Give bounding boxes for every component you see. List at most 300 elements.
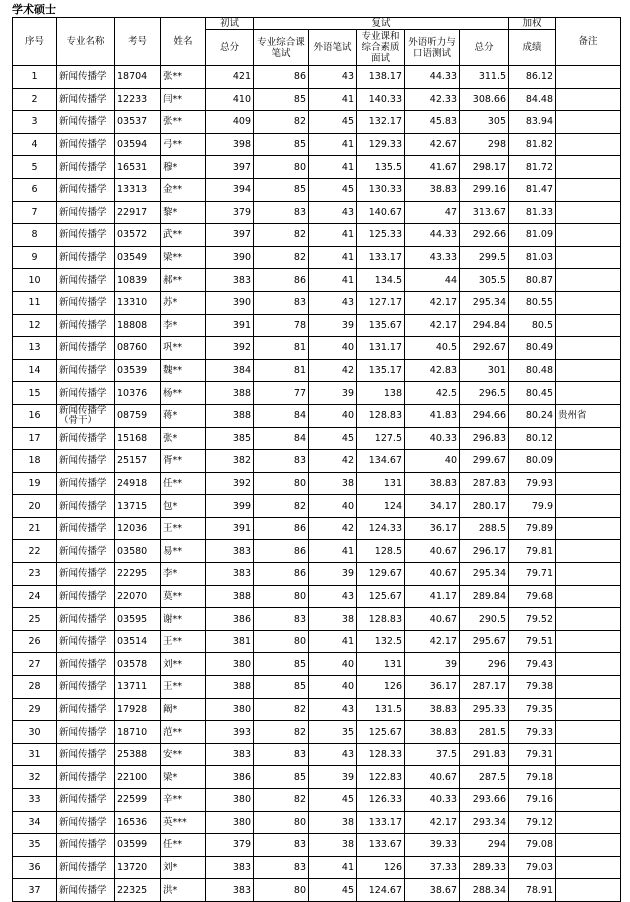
table-row: [13, 359, 621, 382]
cell-retest-total: 287.5: [460, 766, 509, 789]
header-initial: 初试: [206, 18, 254, 30]
cell-retest-total: 289.84: [460, 585, 509, 608]
cell-weighted: 86.12: [509, 66, 556, 89]
cell-retest-written: 80: [254, 811, 309, 834]
cell-name: 任**: [161, 472, 206, 495]
cell-exam-no: 15168: [115, 427, 161, 450]
cell-name: 闫**: [161, 88, 206, 111]
cell-retest-listening: 38.83: [405, 721, 460, 744]
cell-retest-interview: 124.33: [357, 517, 405, 540]
cell-weighted: 81.33: [509, 201, 556, 224]
cell-exam-no: 03599: [115, 834, 161, 857]
cell-index: 12: [13, 314, 57, 337]
cell-retest-foreign-written: 39: [309, 314, 357, 337]
cell-initial-total: 399: [206, 495, 254, 518]
cell-retest-total: 288.34: [460, 879, 509, 902]
cell-remarks: [556, 427, 621, 450]
cell-retest-foreign-written: 39: [309, 563, 357, 586]
cell-retest-foreign-written: 38: [309, 472, 357, 495]
cell-retest-foreign-written: 41: [309, 246, 357, 269]
cell-retest-total: 296.5: [460, 382, 509, 405]
cell-retest-interview: 134.67: [357, 450, 405, 473]
cell-exam-no: 13310: [115, 291, 161, 314]
cell-initial-total: 380: [206, 789, 254, 812]
cell-major: 新闻传播学: [57, 472, 115, 495]
cell-remarks: [556, 811, 621, 834]
cell-retest-foreign-written: 43: [309, 698, 357, 721]
cell-weighted: 79.12: [509, 811, 556, 834]
cell-retest-listening: 47: [405, 201, 460, 224]
cell-index: 15: [13, 382, 57, 405]
cell-retest-written: 85: [254, 653, 309, 676]
cell-retest-written: 83: [254, 291, 309, 314]
cell-name: 辛**: [161, 789, 206, 812]
cell-weighted: 79.9: [509, 495, 556, 518]
table-row: [13, 314, 621, 337]
cell-retest-foreign-written: 45: [309, 111, 357, 134]
score-table: [12, 17, 621, 902]
cell-index: 20: [13, 495, 57, 518]
cell-index: 11: [13, 291, 57, 314]
cell-initial-total: 386: [206, 608, 254, 631]
cell-exam-no: 22070: [115, 585, 161, 608]
cell-retest-total: 295.67: [460, 630, 509, 653]
cell-retest-written: 86: [254, 66, 309, 89]
cell-major: 新闻传播学: [57, 856, 115, 879]
cell-retest-listening: 42.17: [405, 630, 460, 653]
cell-retest-interview: 122.83: [357, 766, 405, 789]
cell-retest-foreign-written: 41: [309, 540, 357, 563]
cell-major: 新闻传播学: [57, 427, 115, 450]
cell-name: 黎*: [161, 201, 206, 224]
cell-retest-interview: 133.67: [357, 834, 405, 857]
cell-major: 新闻传播学: [57, 608, 115, 631]
cell-remarks: [556, 540, 621, 563]
cell-exam-no: 22100: [115, 766, 161, 789]
cell-remarks: [556, 608, 621, 631]
cell-retest-interview: 138: [357, 382, 405, 405]
cell-initial-total: 379: [206, 201, 254, 224]
cell-exam-no: 25157: [115, 450, 161, 473]
cell-initial-total: 381: [206, 630, 254, 653]
cell-major: 新闻传播学: [57, 517, 115, 540]
cell-retest-foreign-written: 43: [309, 201, 357, 224]
header-retest-written: 专业综合课笔试: [254, 30, 309, 66]
cell-initial-total: 380: [206, 698, 254, 721]
cell-retest-interview: 130.33: [357, 178, 405, 201]
cell-major: 新闻传播学: [57, 811, 115, 834]
cell-initial-total: 409: [206, 111, 254, 134]
cell-index: 25: [13, 608, 57, 631]
cell-retest-written: 82: [254, 224, 309, 247]
cell-retest-listening: 34.17: [405, 495, 460, 518]
cell-retest-foreign-written: 45: [309, 427, 357, 450]
cell-remarks: [556, 879, 621, 902]
cell-retest-listening: 44.33: [405, 224, 460, 247]
table-row: [13, 201, 621, 224]
cell-exam-no: 18808: [115, 314, 161, 337]
cell-major: 新闻传播学: [57, 178, 115, 201]
table-row: [13, 133, 621, 156]
cell-name: 苏*: [161, 291, 206, 314]
cell-retest-written: 83: [254, 450, 309, 473]
cell-retest-interview: 134.5: [357, 269, 405, 292]
cell-weighted: 79.18: [509, 766, 556, 789]
cell-major: 新闻传播学: [57, 291, 115, 314]
cell-exam-no: 03537: [115, 111, 161, 134]
cell-retest-written: 83: [254, 856, 309, 879]
cell-retest-listening: 45.83: [405, 111, 460, 134]
cell-retest-listening: 37.5: [405, 743, 460, 766]
cell-index: 23: [13, 563, 57, 586]
cell-initial-total: 379: [206, 834, 254, 857]
cell-weighted: 81.03: [509, 246, 556, 269]
cell-retest-listening: 42.5: [405, 382, 460, 405]
cell-remarks: [556, 359, 621, 382]
cell-retest-total: 294.84: [460, 314, 509, 337]
cell-retest-written: 82: [254, 111, 309, 134]
cell-retest-written: 82: [254, 789, 309, 812]
cell-initial-total: 391: [206, 314, 254, 337]
cell-retest-interview: 128.83: [357, 608, 405, 631]
cell-retest-total: 308.66: [460, 88, 509, 111]
cell-initial-total: 383: [206, 879, 254, 902]
cell-index: 29: [13, 698, 57, 721]
cell-initial-total: 384: [206, 359, 254, 382]
cell-exam-no: 08760: [115, 337, 161, 360]
cell-initial-total: 386: [206, 766, 254, 789]
cell-index: 19: [13, 472, 57, 495]
table-row: [13, 291, 621, 314]
cell-initial-total: 388: [206, 676, 254, 699]
cell-weighted: 79.52: [509, 608, 556, 631]
cell-name: 谢**: [161, 608, 206, 631]
cell-exam-no: 13720: [115, 856, 161, 879]
cell-initial-total: 388: [206, 382, 254, 405]
cell-retest-total: 305: [460, 111, 509, 134]
cell-weighted: 81.72: [509, 156, 556, 179]
cell-remarks: [556, 111, 621, 134]
cell-remarks: [556, 721, 621, 744]
cell-initial-total: 383: [206, 743, 254, 766]
cell-retest-written: 81: [254, 337, 309, 360]
table-row: [13, 585, 621, 608]
cell-retest-listening: 44.33: [405, 66, 460, 89]
cell-weighted: 81.09: [509, 224, 556, 247]
cell-retest-interview: 133.17: [357, 811, 405, 834]
cell-retest-interview: 131.5: [357, 698, 405, 721]
cell-retest-written: 80: [254, 472, 309, 495]
cell-exam-no: 03595: [115, 608, 161, 631]
header-retest-total: 总分: [460, 30, 509, 66]
table-row: [13, 495, 621, 518]
cell-index: 10: [13, 269, 57, 292]
cell-weighted: 81.47: [509, 178, 556, 201]
cell-initial-total: 397: [206, 156, 254, 179]
cell-exam-no: 10839: [115, 269, 161, 292]
cell-retest-written: 82: [254, 495, 309, 518]
cell-retest-total: 292.66: [460, 224, 509, 247]
cell-weighted: 79.38: [509, 676, 556, 699]
cell-name: 穆*: [161, 156, 206, 179]
cell-retest-listening: 42.67: [405, 133, 460, 156]
cell-weighted: 80.12: [509, 427, 556, 450]
table-body: [13, 66, 621, 902]
cell-name: 任**: [161, 834, 206, 857]
cell-weighted: 80.87: [509, 269, 556, 292]
cell-index: 5: [13, 156, 57, 179]
cell-retest-written: 84: [254, 427, 309, 450]
cell-index: 31: [13, 743, 57, 766]
cell-weighted: 80.55: [509, 291, 556, 314]
cell-exam-no: 22325: [115, 879, 161, 902]
cell-retest-foreign-written: 45: [309, 178, 357, 201]
cell-major: 新闻传播学: [57, 789, 115, 812]
table-row: [13, 450, 621, 473]
cell-major: 新闻传播学: [57, 834, 115, 857]
cell-initial-total: 385: [206, 427, 254, 450]
cell-remarks: [556, 495, 621, 518]
cell-name: 巩**: [161, 337, 206, 360]
cell-retest-total: 289.33: [460, 856, 509, 879]
cell-index: 21: [13, 517, 57, 540]
cell-name: 范**: [161, 721, 206, 744]
cell-retest-total: 292.67: [460, 337, 509, 360]
cell-remarks: [556, 653, 621, 676]
cell-retest-written: 86: [254, 540, 309, 563]
cell-retest-written: 80: [254, 585, 309, 608]
cell-remarks: [556, 563, 621, 586]
cell-retest-written: 86: [254, 517, 309, 540]
cell-index: 1: [13, 66, 57, 89]
table-row: [13, 563, 621, 586]
cell-major: 新闻传播学: [57, 156, 115, 179]
cell-retest-interview: 131: [357, 653, 405, 676]
cell-retest-foreign-written: 40: [309, 653, 357, 676]
header-retest-foreign-written: 外语笔试: [309, 30, 357, 66]
cell-retest-interview: 125.67: [357, 585, 405, 608]
cell-index: 37: [13, 879, 57, 902]
table-row: [13, 88, 621, 111]
cell-retest-interview: 128.33: [357, 743, 405, 766]
cell-retest-foreign-written: 40: [309, 337, 357, 360]
cell-initial-total: 397: [206, 224, 254, 247]
cell-major: 新闻传播学: [57, 653, 115, 676]
cell-retest-listening: 40.33: [405, 427, 460, 450]
cell-retest-interview: 131: [357, 472, 405, 495]
header-retest-interview: 专业课和综合素质面试: [357, 30, 405, 66]
cell-retest-interview: 125.33: [357, 224, 405, 247]
cell-weighted: 80.5: [509, 314, 556, 337]
page-title: 学术硕士: [12, 3, 56, 16]
cell-retest-listening: 40.67: [405, 563, 460, 586]
cell-major: 新闻传播学: [57, 382, 115, 405]
cell-initial-total: 392: [206, 472, 254, 495]
cell-retest-interview: 128.5: [357, 540, 405, 563]
cell-retest-total: 287.83: [460, 472, 509, 495]
cell-retest-listening: 40.67: [405, 608, 460, 631]
cell-major: 新闻传播学: [57, 743, 115, 766]
cell-remarks: [556, 178, 621, 201]
cell-major: 新闻传播学: [57, 698, 115, 721]
table-row: [13, 66, 621, 89]
cell-name: 武**: [161, 224, 206, 247]
cell-retest-written: 84: [254, 404, 309, 427]
cell-initial-total: 383: [206, 540, 254, 563]
cell-index: 36: [13, 856, 57, 879]
cell-retest-foreign-written: 41: [309, 88, 357, 111]
cell-retest-foreign-written: 35: [309, 721, 357, 744]
cell-retest-interview: 138.17: [357, 66, 405, 89]
cell-name: 金**: [161, 178, 206, 201]
cell-name: 胥**: [161, 450, 206, 473]
table-row: [13, 178, 621, 201]
cell-retest-interview: 129.67: [357, 563, 405, 586]
cell-weighted: 79.89: [509, 517, 556, 540]
table-row: [13, 766, 621, 789]
cell-exam-no: 16531: [115, 156, 161, 179]
cell-initial-total: 383: [206, 856, 254, 879]
cell-initial-total: 388: [206, 404, 254, 427]
cell-retest-foreign-written: 41: [309, 224, 357, 247]
cell-major: 新闻传播学: [57, 585, 115, 608]
table-row: [13, 698, 621, 721]
cell-exam-no: 17928: [115, 698, 161, 721]
cell-major: 新闻传播学: [57, 540, 115, 563]
cell-exam-no: 03514: [115, 630, 161, 653]
cell-major: 新闻传播学: [57, 88, 115, 111]
cell-retest-total: 294.66: [460, 404, 509, 427]
cell-remarks: [556, 201, 621, 224]
cell-retest-foreign-written: 41: [309, 630, 357, 653]
cell-exam-no: 18704: [115, 66, 161, 89]
cell-retest-foreign-written: 42: [309, 359, 357, 382]
cell-remarks: [556, 66, 621, 89]
cell-weighted: 78.91: [509, 879, 556, 902]
cell-name: 梁*: [161, 766, 206, 789]
cell-weighted: 81.82: [509, 133, 556, 156]
cell-exam-no: 03594: [115, 133, 161, 156]
cell-exam-no: 24918: [115, 472, 161, 495]
cell-weighted: 80.45: [509, 382, 556, 405]
cell-name: 刘*: [161, 856, 206, 879]
table-row: [13, 472, 621, 495]
cell-initial-total: 390: [206, 246, 254, 269]
cell-retest-interview: 135.17: [357, 359, 405, 382]
cell-major: 新闻传播学: [57, 224, 115, 247]
cell-retest-written: 85: [254, 88, 309, 111]
cell-retest-interview: 126: [357, 856, 405, 879]
cell-retest-written: 80: [254, 630, 309, 653]
cell-name: 李*: [161, 314, 206, 337]
cell-major: 新闻传播学: [57, 630, 115, 653]
table-row: [13, 246, 621, 269]
cell-retest-total: 287.17: [460, 676, 509, 699]
cell-index: 27: [13, 653, 57, 676]
cell-retest-interview: 127.17: [357, 291, 405, 314]
cell-retest-total: 296.17: [460, 540, 509, 563]
cell-major: 新闻传播学: [57, 269, 115, 292]
cell-retest-interview: 132.5: [357, 630, 405, 653]
cell-weighted: 83.94: [509, 111, 556, 134]
cell-retest-interview: 131.17: [357, 337, 405, 360]
cell-retest-total: 293.66: [460, 789, 509, 812]
cell-remarks: [556, 88, 621, 111]
cell-index: 2: [13, 88, 57, 111]
cell-major: 新闻传播学: [57, 111, 115, 134]
header-exam-no: 考号: [115, 18, 161, 66]
cell-retest-foreign-written: 45: [309, 789, 357, 812]
cell-retest-listening: 41.83: [405, 404, 460, 427]
cell-remarks: 贵州省: [556, 404, 621, 427]
cell-remarks: [556, 269, 621, 292]
table-row: [13, 337, 621, 360]
cell-retest-listening: 40.5: [405, 337, 460, 360]
cell-retest-interview: 126.33: [357, 789, 405, 812]
cell-retest-listening: 36.17: [405, 676, 460, 699]
cell-retest-written: 86: [254, 269, 309, 292]
cell-weighted: 79.51: [509, 630, 556, 653]
cell-name: 杨**: [161, 382, 206, 405]
cell-retest-listening: 38.83: [405, 698, 460, 721]
cell-index: 16: [13, 404, 57, 427]
cell-retest-interview: 132.17: [357, 111, 405, 134]
cell-initial-total: 421: [206, 66, 254, 89]
cell-remarks: [556, 382, 621, 405]
cell-retest-total: 299.16: [460, 178, 509, 201]
cell-major: 新闻传播学: [57, 495, 115, 518]
cell-weighted: 80.48: [509, 359, 556, 382]
cell-retest-written: 82: [254, 698, 309, 721]
cell-retest-foreign-written: 43: [309, 66, 357, 89]
cell-retest-total: 295.33: [460, 698, 509, 721]
table-row: [13, 834, 621, 857]
cell-index: 26: [13, 630, 57, 653]
cell-name: 张**: [161, 66, 206, 89]
header-retest: 复试: [254, 18, 509, 30]
cell-remarks: [556, 472, 621, 495]
cell-retest-listening: 39: [405, 653, 460, 676]
cell-name: 包*: [161, 495, 206, 518]
table-row: [13, 224, 621, 247]
cell-retest-listening: 42.17: [405, 314, 460, 337]
cell-retest-listening: 38.67: [405, 879, 460, 902]
cell-index: 6: [13, 178, 57, 201]
cell-name: 蒋*: [161, 404, 206, 427]
table-row: [13, 811, 621, 834]
cell-retest-total: 295.34: [460, 563, 509, 586]
cell-remarks: [556, 585, 621, 608]
cell-major: 新闻传播学: [57, 359, 115, 382]
cell-retest-listening: 40.33: [405, 789, 460, 812]
cell-index: 34: [13, 811, 57, 834]
table-row: [13, 630, 621, 653]
cell-exam-no: 03539: [115, 359, 161, 382]
cell-major: 新闻传播学: [57, 766, 115, 789]
header-index: 序号: [13, 18, 57, 66]
cell-name: 王**: [161, 517, 206, 540]
cell-retest-listening: 40.67: [405, 540, 460, 563]
cell-exam-no: 03578: [115, 653, 161, 676]
cell-retest-foreign-written: 41: [309, 133, 357, 156]
cell-index: 17: [13, 427, 57, 450]
cell-weighted: 79.31: [509, 743, 556, 766]
cell-weighted: 80.09: [509, 450, 556, 473]
cell-remarks: [556, 246, 621, 269]
cell-retest-foreign-written: 43: [309, 585, 357, 608]
cell-exam-no: 12036: [115, 517, 161, 540]
cell-name: 弓**: [161, 133, 206, 156]
